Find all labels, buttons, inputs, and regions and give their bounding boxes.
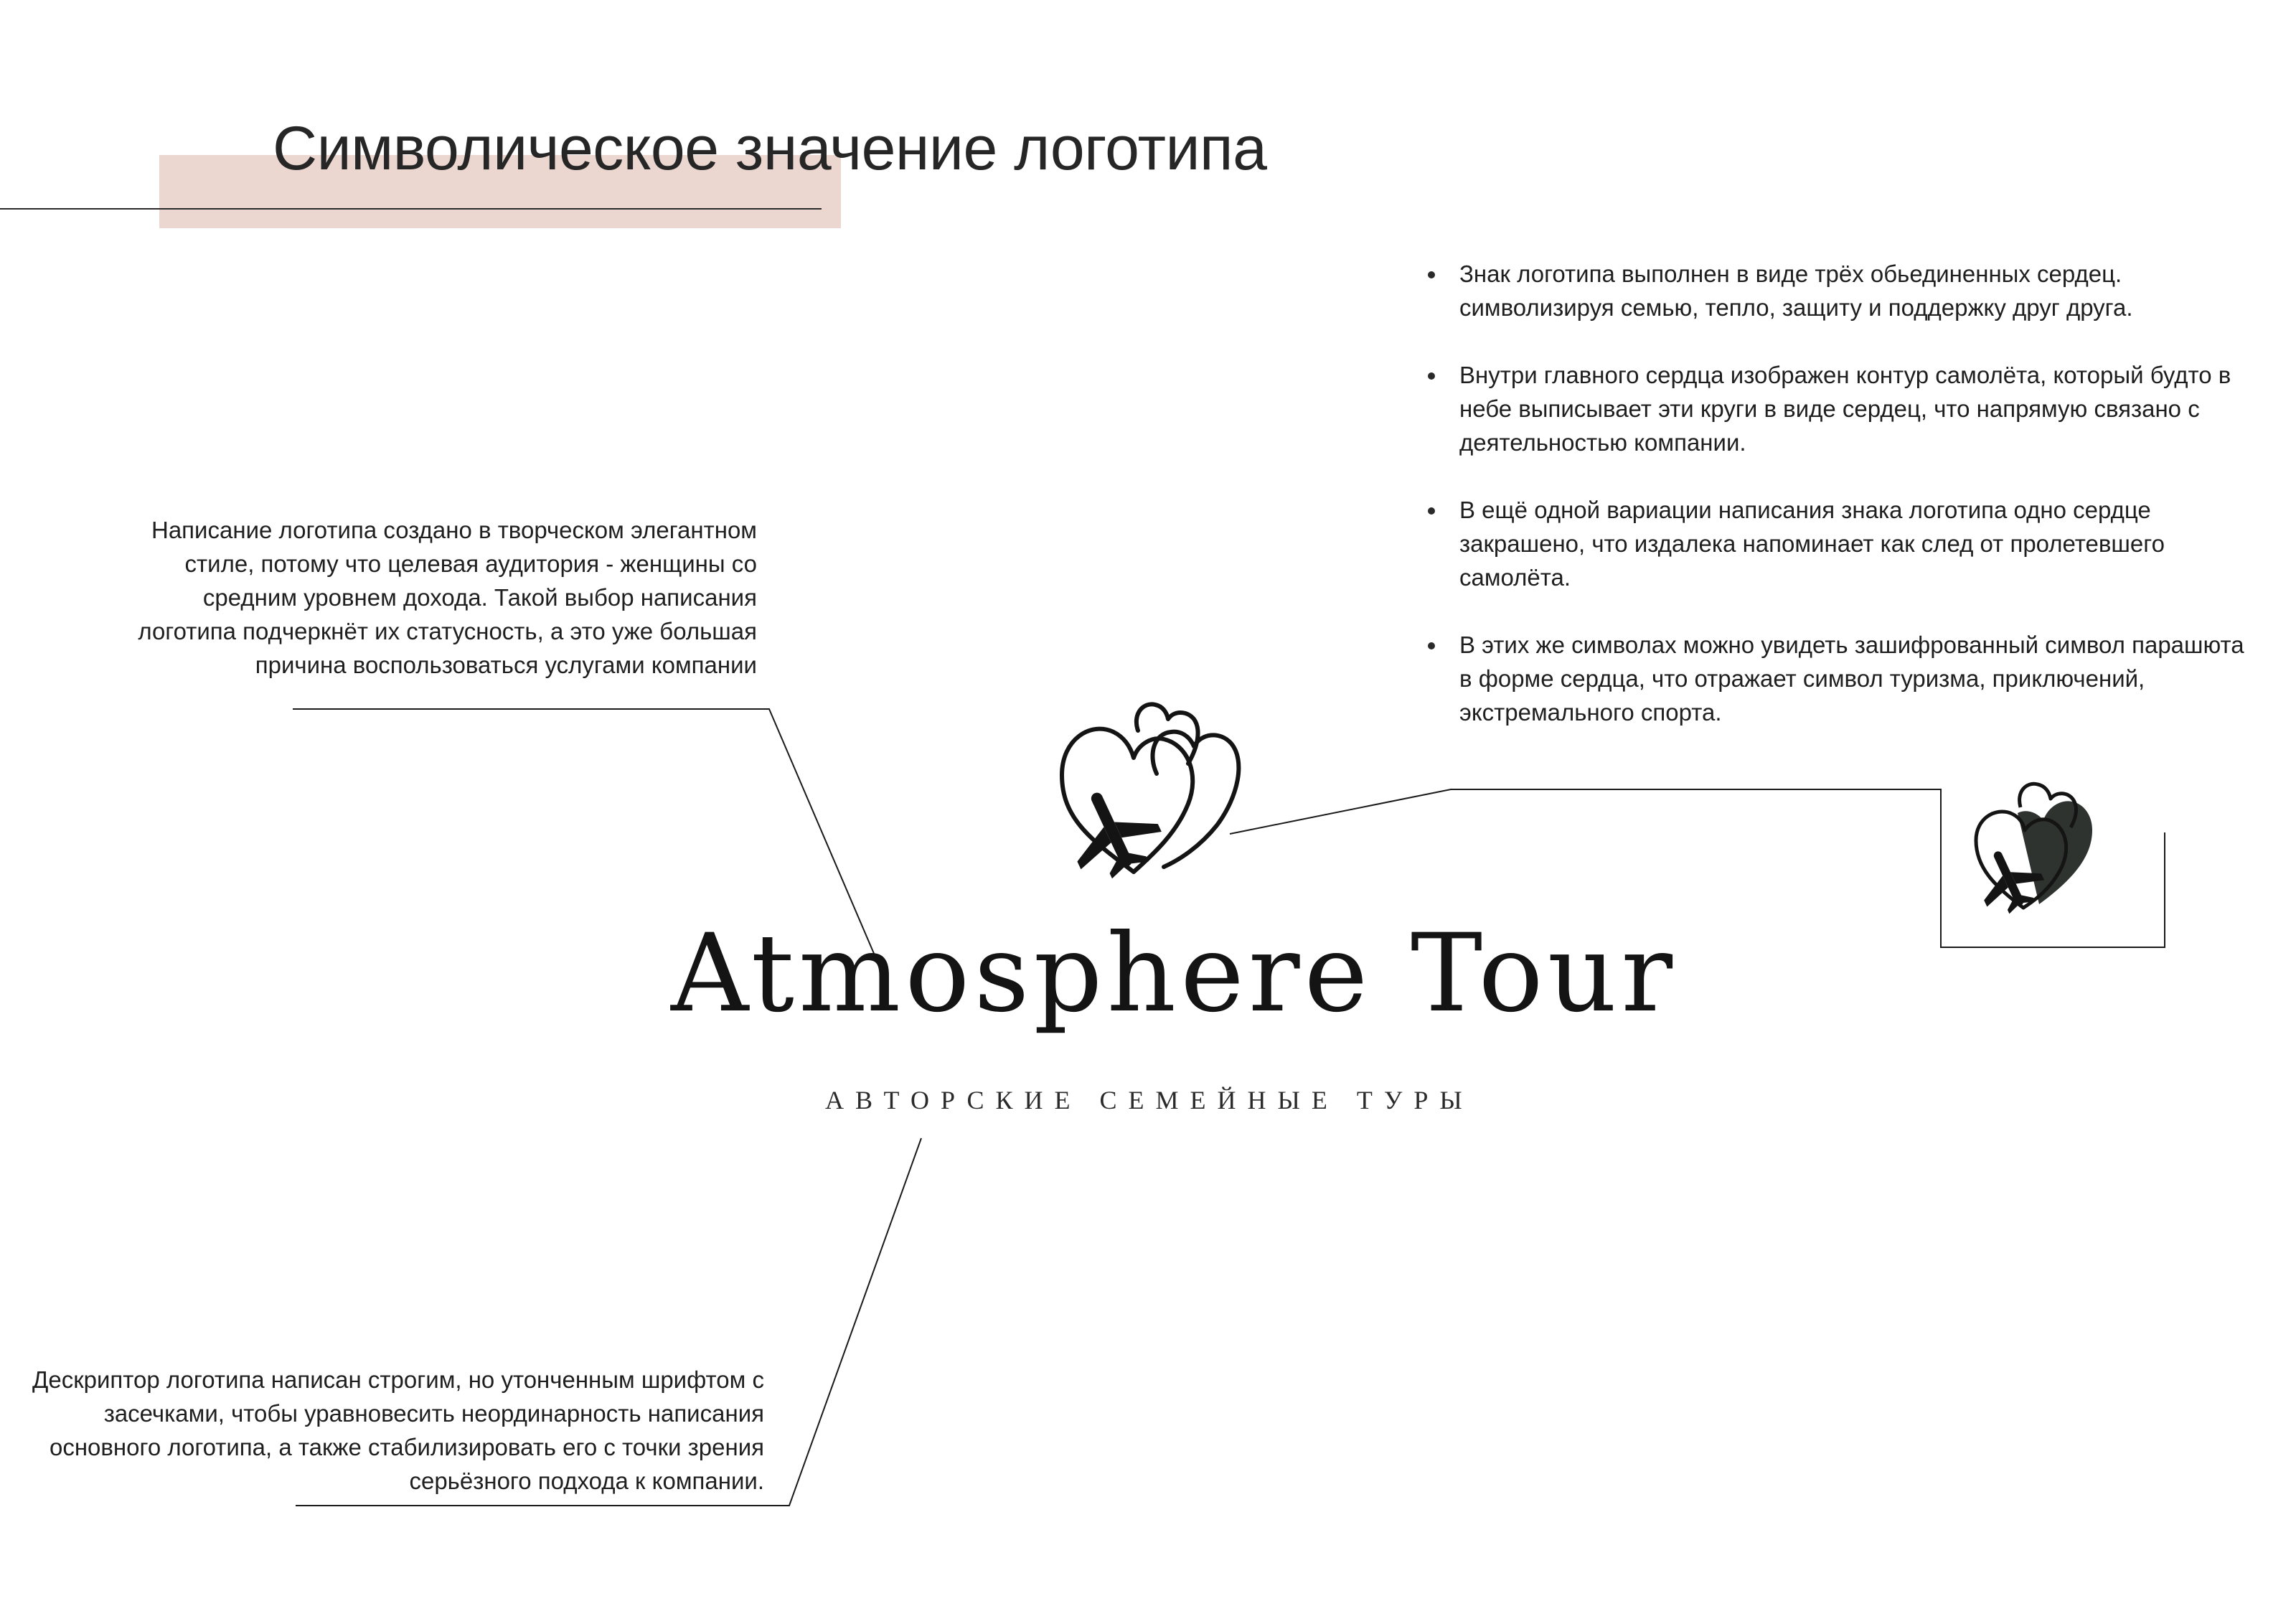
symbolism-item: В этих же символах можно увидеть зашифрованный символ парашюта в форме сердца, что отражает символ туризма, приключений, экстремального спорта. xyxy=(1428,628,2253,729)
page-title: Символическое значение логотипа xyxy=(273,114,1267,183)
symbolism-item: В ещё одной вариации написания знака логотипа одно сердце закрашено, что издалека напоминает как след от пролетевшего самолёта. xyxy=(1428,493,2253,594)
descriptor-callout-line xyxy=(296,1138,921,1506)
three-hearts-airplane-icon xyxy=(1048,689,1241,904)
brand-descriptor: АВТОРСКИЕ СЕМЕЙНЫЕ ТУРЫ xyxy=(825,1086,1474,1114)
symbolism-item: Знак логотипа выполнен в виде трёх обьединенных сердец. символизируя семью, тепло, защиту и поддержку друг друга. xyxy=(1428,257,2253,324)
symbolism-item: Внутри главного сердца изображен контур самолёта, который будто в небе выписывает эти круги в виде сердец, что напрямую связано с деятельностью компании. xyxy=(1428,358,2253,459)
brand-wordmark: Atmosphere Tour xyxy=(671,911,1678,1036)
descriptor-note: Дескриптор логотипа написан строгим, но утонченным шрифтом с засечками, чтобы уравновесить неординарность написания основного логотипа, а также стабилизировать его с точки зрения серьёзного подхода к компании. xyxy=(32,1366,764,1494)
lettering-note: Написание логотипа создано в творческом элегантном стиле, потому что целевая аудитория - женщины со средним уровнем дохода. Такой выбор написания логотипа подчеркнёт их статусность, а это уже большая причина воспользоваться услугами компании xyxy=(138,517,757,678)
filled-heart-airplane-icon xyxy=(1966,771,2095,922)
